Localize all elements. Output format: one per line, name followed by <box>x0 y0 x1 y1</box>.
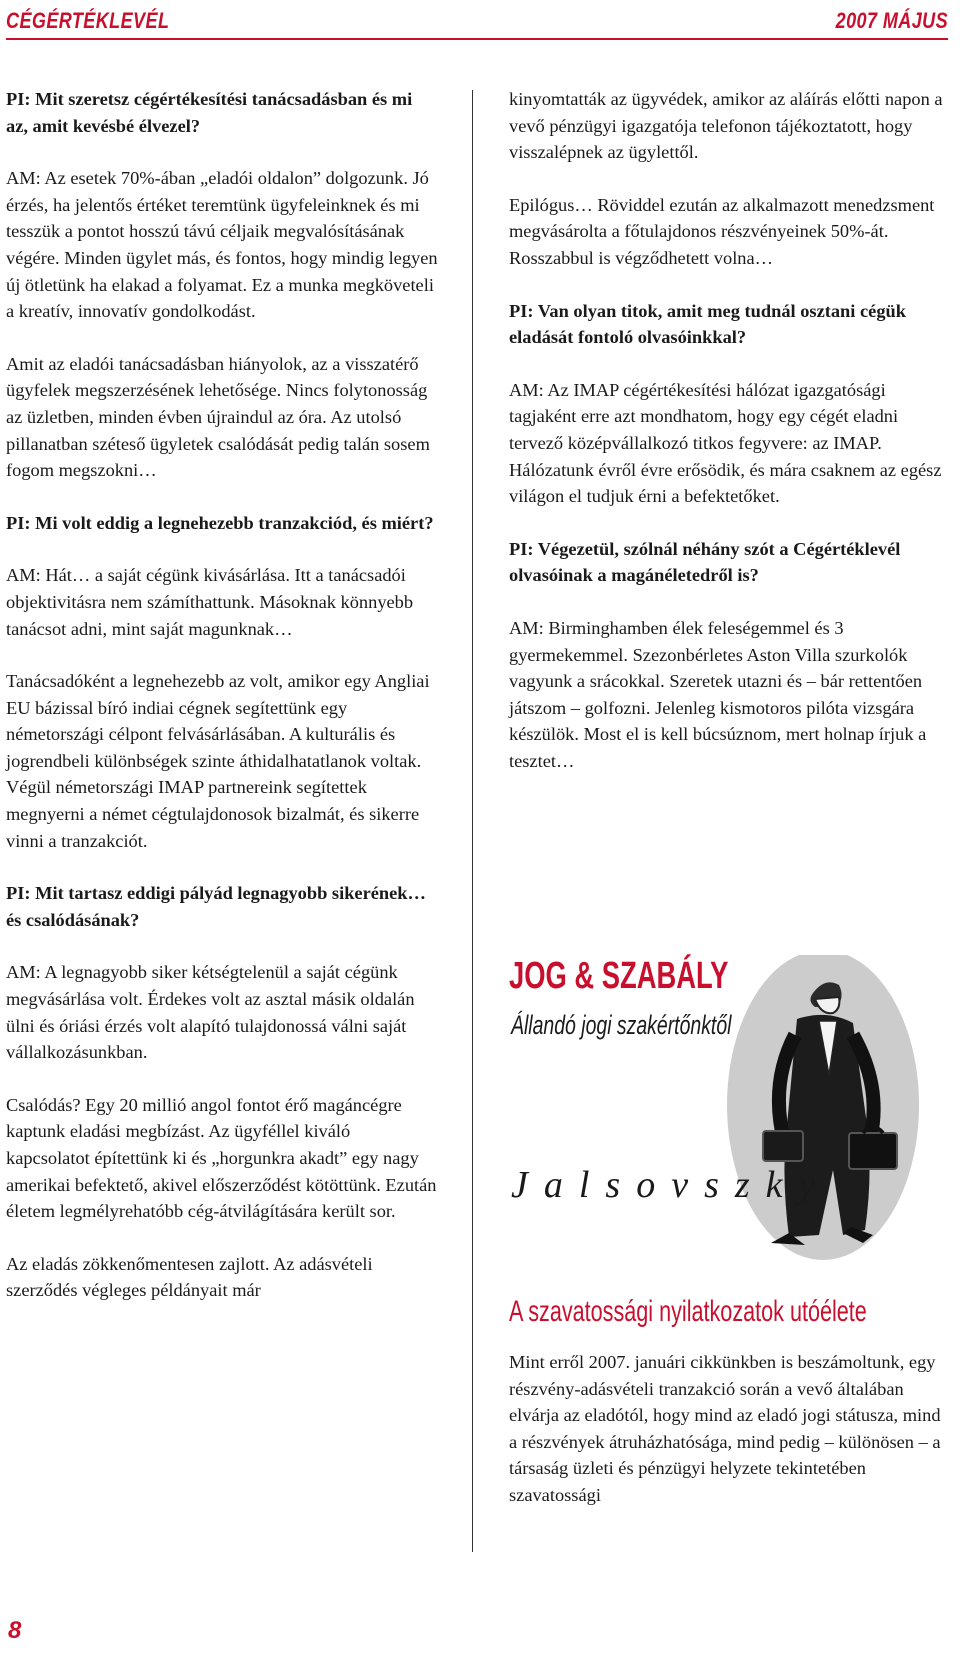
interview-question: PI: Mit tartasz eddigi pályád legnagyobb sikerének… és csalódásának? <box>6 883 426 930</box>
header-issue-date: 2007 MÁJUS <box>835 8 948 33</box>
interview-answer: Tanácsadóként a legnehezebb az volt, amikor egy Angliai EU bázissal bíró indiai cégnek segítettünk egy németországi célpont felvásárlásában. A kulturális és jogrendbeli különbségek szinte áthidalhatatlanok voltak. Végül németországi IMAP partnereink segítettek megnyerni a német cégtulajdonosok bizalmát, és sikerre vinni a tranzakciót. <box>6 671 430 851</box>
interview-question: PI: Mi volt eddig a legnehezebb tranzakciód, és miért? <box>6 512 434 533</box>
interview-answer: AM: A legnagyobb siker kétségtelenül a saját cégünk megvásárlása volt. Érdekes volt az asztal másik oldalán ülni és óriási érzés volt alapító tulajdonossá válni saját vállalkozásunkban. <box>6 962 415 1063</box>
section-subtitle: Állandó jogi szakértőnktől <box>511 1010 732 1040</box>
interview-answer: AM: Birminghamben élek feleségemmel és 3 gyermekemmel. Szezonbérletes Aston Villa szurkolók vagyunk a srácokkal. Szeretek utazni és – bár rettentően játszom – golfozni. Jelenleg kismotoros pilóta vizsgára készülök. Most el is kell búcsúznom, mert holnap írjuk a tesztet… <box>509 617 927 771</box>
section-title: JOG & SZABÁLY <box>509 955 729 997</box>
left-column <box>6 86 438 1330</box>
page-number: 8 <box>8 1617 22 1644</box>
interview-question: PI: Végezetül, szólnál néhány szót a Cégértéklevél olvasóinak a magánéletedről is? <box>509 538 901 586</box>
interview-answer: AM: Az esetek 70%-ában „eladói oldalon” dolgozunk. Jó érzés, ha jelentős értéket teremtünk ügyfeleinknek és mi tesszük a pontot hosszú távú céljaik megvalósításának végére. Minden ügylet más, és fontos, hogy mindig legyen új ötletünk ha elakad a folyamat. Ez a munka megköveteli a kreatív, innovatív gondolkodást. <box>6 168 438 322</box>
interview-answer: Epilógus… Röviddel ezután az alkalmazott menedzsment megvásárolta a főtulajdonos részvényeinek 50%-át. Rosszabbul is végződhetett volna… <box>509 194 935 268</box>
interview-answer: Az eladás zökkenőmentesen zajlott. Az adásvételi szerződés végleges példányait már <box>6 1253 373 1301</box>
interview-question: PI: Mit szeretsz cégértékesítési tanácsadásban és mi az, amit kevésbé élvezel? <box>6 89 413 136</box>
interview-question: PI: Van olyan titok, amit meg tudnál osztani cégük eladását fontoló olvasóinkkal? <box>509 300 906 348</box>
expert-name: Jalsovszky <box>511 1164 832 1206</box>
article-body: Mint erről 2007. januári cikkünkben is beszámoltunk, egy részvény-adásvételi tranzakció során a vevő általában elvárja az eladótól, hogy mind az eladó jogi státusza, mind a részvények átruházhatósága, mind pedig – különösen – a társaság üzleti és pénzügyi helyzete tekintetében szavatossági <box>509 1352 941 1505</box>
header-publication-title: CÉGÉRTÉKLEVÉL <box>6 8 170 33</box>
page-header <box>6 0 948 40</box>
interview-answer: Amit az eladói tanácsadásban hiányolok, az a visszatérő ügyfelek megszerzésének lehetősége. Nincs folytonosság az üzletben, minden évben újraindul az óra. Az utolsó pillanatban széteső ügyletek csalódását pedig talán sosem fogom megszokni… <box>6 353 430 481</box>
article-title: A szavatossági nyilatkozatok utóélete <box>509 1295 867 1328</box>
interview-answer: Csalódás? Egy 20 millió angol fontot érő magáncégre kaptunk eladási megbízást. Az ügyféllel kiváló kapcsolatot építettünk ki és „horgunkra akadt” egy nagy amerikai befektető, akivel előszerződést kötöttünk. Ezután életem legmélyrehatóbb cég-átvilágítására került sor. <box>6 1094 437 1222</box>
column-divider <box>472 90 473 1552</box>
jog-szabaly-box <box>509 955 960 1265</box>
interview-answer: AM: Hát… a saját cégünk kivásárlása. Itt a tanácsadói objektivitásra nem számíthattunk. Másoknak könnyebb tanácsot adni, mint saját magunknak… <box>6 565 414 639</box>
right-column <box>509 86 949 800</box>
interview-answer: AM: Az IMAP cégértékesítési hálózat igazgatósági tagjaként erre azt mondhatom, hogy egy cégét eladni tervező középvállalkozó titkos fegyvere: az IMAP. Hálózatunk évről évre erősödik, és mára csaknem az egész világon el tudjuk érni a befektetőket. <box>509 379 942 507</box>
interview-answer: kinyomtatták az ügyvédek, amikor az aláírás előtti napon a vevő pénzügyi igazgatója telefonon tájékoztatott, hogy visszalépnek az ügylettől. <box>509 89 943 163</box>
